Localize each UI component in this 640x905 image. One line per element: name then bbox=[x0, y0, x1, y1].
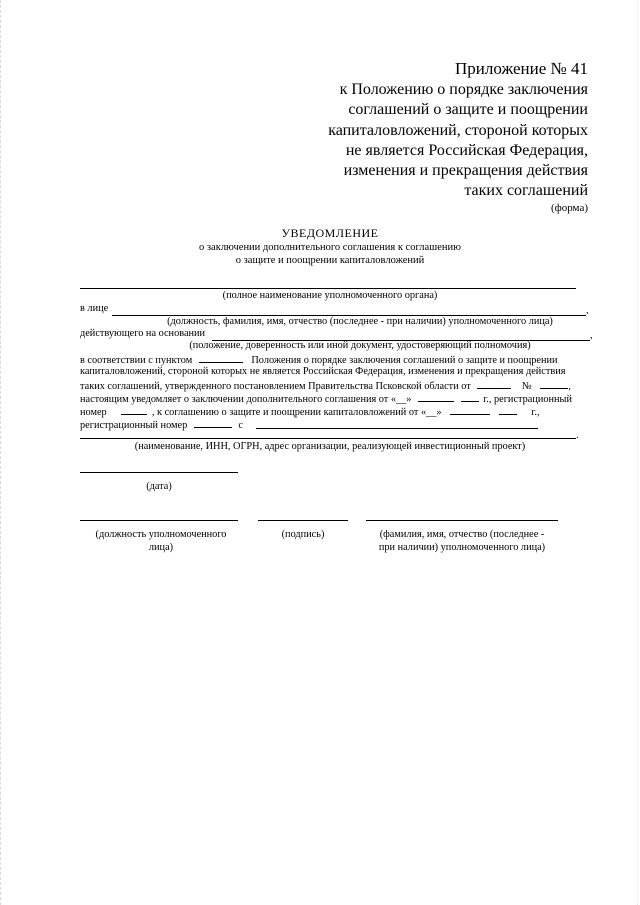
text-p6b: с bbox=[238, 420, 243, 431]
form-label: (форма) bbox=[550, 202, 588, 214]
document-title bbox=[0, 226, 640, 267]
org-name-field[interactable] bbox=[80, 288, 576, 289]
addendum-month-field[interactable] bbox=[418, 392, 454, 402]
text-p3b: № bbox=[521, 381, 532, 392]
label-v-litse: в лице bbox=[80, 303, 109, 314]
scan-edge-left bbox=[0, 0, 5, 905]
position-field[interactable] bbox=[80, 520, 238, 521]
text-p5b: , к соглашению о защите и поощрении капиталовложений от «__» bbox=[151, 407, 442, 418]
comma-1: , bbox=[586, 305, 589, 316]
para-line-2 bbox=[80, 366, 588, 377]
caption-org: (полное наименование уполномоченного органа) bbox=[222, 290, 438, 301]
row-v-litse bbox=[80, 303, 588, 314]
agreement-reg-number-field[interactable] bbox=[194, 418, 232, 428]
text-p4a: настоящим уведомляет о заключении дополнительного соглашения от «__» bbox=[80, 394, 412, 405]
text-p5c: г., bbox=[531, 407, 540, 418]
comma-2: , bbox=[590, 330, 593, 341]
para-line-6 bbox=[80, 418, 588, 431]
text-p5a: номер bbox=[80, 407, 107, 418]
text-p2: капиталовложений, стороной которых не является Российская Федерация, изменения и прекращения действия bbox=[80, 366, 566, 377]
addendum-year-field[interactable] bbox=[461, 392, 479, 402]
title-sub-2: о защите и поощрении капиталовложений bbox=[235, 255, 425, 266]
investor-field-line-2[interactable] bbox=[80, 438, 576, 439]
comma-3: . bbox=[576, 430, 579, 441]
text-p1b: Положения о порядке заключения соглашений о защите и поощрении bbox=[251, 355, 558, 366]
caption-investor: (наименование, ИНН, ОГРН, адрес организации, реализующей инвестиционный проект) bbox=[134, 441, 526, 452]
label-acting: действующего на основании bbox=[80, 328, 206, 339]
annex-line-5: изменения и прекращения действия bbox=[343, 162, 588, 180]
resolution-date-field[interactable] bbox=[477, 379, 511, 389]
title-main: УВЕДОМЛЕНИЕ bbox=[281, 226, 379, 240]
signature-field[interactable] bbox=[258, 520, 348, 521]
investor-field-line-1[interactable] bbox=[256, 428, 538, 429]
caption-position bbox=[80, 528, 242, 554]
caption-position-1: (должность уполномоченного bbox=[95, 529, 227, 540]
text-p6a: регистрационный номер bbox=[80, 420, 188, 431]
date-field[interactable] bbox=[80, 472, 238, 473]
caption-full-name-1: (фамилия, имя, отчество (последнее - bbox=[379, 529, 545, 540]
agreement-year-field[interactable] bbox=[499, 405, 517, 415]
annex-header bbox=[258, 58, 588, 202]
annex-line-3: капиталовложений, стороной которых bbox=[328, 121, 588, 139]
caption-full-name-2: при наличии) уполномоченного лица) bbox=[378, 542, 546, 553]
text-p3a: таких соглашений, утвержденного постановлением Правительства Псковской области от bbox=[80, 381, 471, 392]
annex-line-4: не является Российская Федерация, bbox=[345, 141, 588, 159]
caption-date: (дата) bbox=[146, 481, 172, 492]
annex-number: Приложение № 41 bbox=[455, 59, 588, 78]
para-line-4 bbox=[80, 392, 588, 405]
clause-field[interactable] bbox=[199, 353, 243, 363]
text-p1: в соответствии с пунктом bbox=[80, 355, 193, 366]
caption-basis: (положение, доверенность или иной документ, удостоверяющий полномочия) bbox=[189, 340, 531, 351]
annex-line-6: таких соглашений bbox=[464, 182, 588, 200]
caption-full-name bbox=[356, 528, 568, 554]
addendum-reg-number-field[interactable] bbox=[121, 405, 147, 415]
scan-edge-right bbox=[637, 0, 638, 905]
full-name-field[interactable] bbox=[366, 520, 558, 521]
title-sub-1: о заключении дополнительного соглашения к соглашению bbox=[199, 242, 461, 253]
para-line-5 bbox=[80, 405, 588, 418]
text-p4b: г., регистрационный bbox=[483, 394, 572, 405]
annex-line-2: соглашений о защите и поощрении bbox=[348, 101, 588, 119]
caption-person: (должность, фамилия, имя, отчество (последнее - при наличии) уполномоченного лица) bbox=[167, 316, 553, 327]
row-acting bbox=[80, 328, 588, 339]
para-line-1 bbox=[80, 353, 588, 366]
agreement-month-field[interactable] bbox=[450, 405, 490, 415]
resolution-number-field[interactable] bbox=[540, 379, 568, 389]
para-line-3: таких соглашений, утвержденного постановлением Правительства Псковской области от № , bbox=[80, 381, 571, 392]
caption-signature: (подпись) bbox=[281, 529, 325, 540]
caption-position-2: лица) bbox=[148, 542, 174, 553]
annex-line-1: к Положению о порядке заключения bbox=[339, 81, 588, 98]
